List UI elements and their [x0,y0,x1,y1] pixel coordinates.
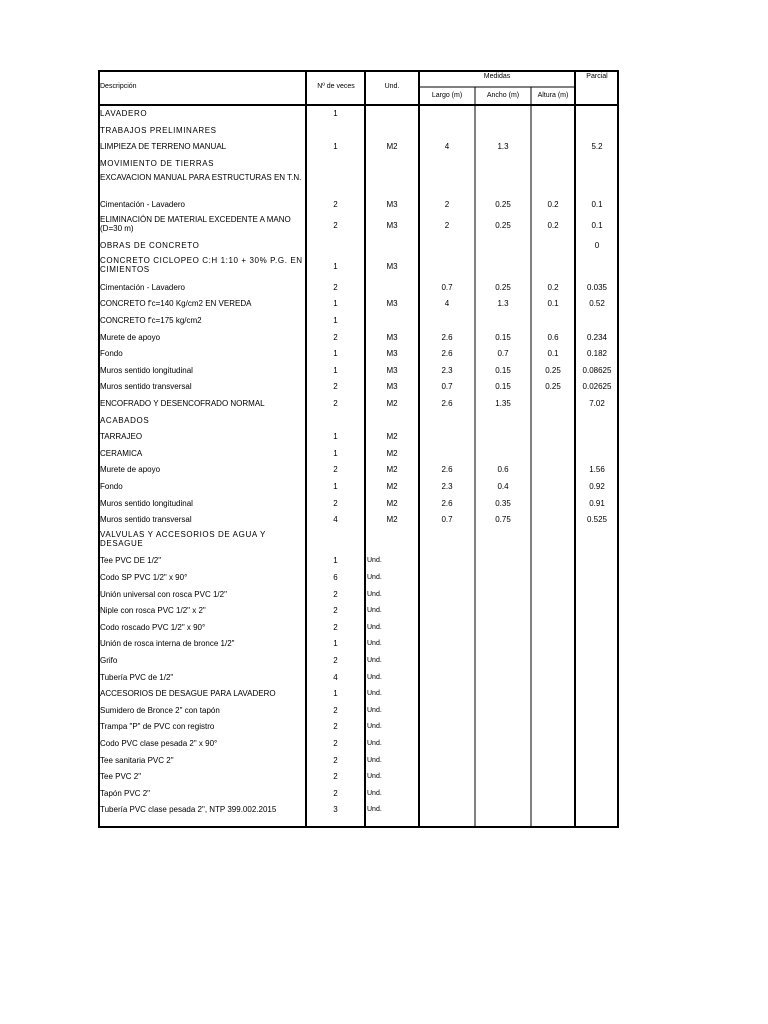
row-15-descripcion: Muros sentido transversal [100,382,192,392]
header-altura: Altura (m) [537,92,569,99]
row-28-veces: 2 [333,606,338,616]
header-ancho: Ancho (m) [486,92,520,99]
row-14-altura: 0.25 [545,365,561,375]
row-22-und: M2 [386,498,398,508]
row-10-ancho: 1.3 [497,299,509,309]
row-34-descripcion: Sumidero de Bronce 2" con tapón [100,705,220,715]
row-29-und: Und. [367,623,382,631]
row-13-veces: 1 [333,349,338,359]
row-9-veces: 2 [333,282,338,292]
row-36-descripcion: Codo PVC clase pesada 2" x 90° [100,739,218,748]
row-26-und: Und. [367,574,382,581]
row-15-ancho: 0.15 [495,382,511,392]
row-9-parcial: 0.035 [586,282,608,292]
row-16-descripcion: ENCOFRADO Y DESENCOFRADO NORMAL [100,398,265,408]
row-12-altura: 0.6 [547,332,559,342]
row-21-descripcion: Fondo [100,481,123,491]
row-33-veces: 1 [333,689,338,699]
row-23-parcial: 0.525 [586,515,608,525]
row-31-und: Und. [367,657,382,664]
row-39-descripcion: Tapón PVC 2" [100,788,150,798]
row-15-altura: 0.25 [545,382,561,392]
row-5-ancho: 0.25 [495,200,511,210]
row-26-descripcion: Codo SP PVC 1/2" x 90° [100,573,188,582]
row-19-veces: 1 [333,448,338,458]
row-14-parcial: 0.08625 [582,365,612,375]
row-20-und: M2 [386,465,398,475]
row-10-descripcion: CONCRETO f'c=140 Kg/cm2 EN VEREDA [100,299,252,309]
row-34-veces: 2 [333,705,338,715]
row-27-descripcion: Unión universal con rosca PVC 1/2" [100,589,227,599]
row-39-und: Und. [367,789,382,797]
row-9-altura: 0.2 [547,282,559,292]
row-14-largo: 2.3 [441,365,453,375]
row-20-largo: 2.6 [441,465,453,475]
row-5-parcial: 0.1 [591,200,603,210]
row-36-veces: 2 [333,739,338,748]
row-4-descripcion: EXCAVACION MANUAL PARA ESTRUCTURAS EN T.N. [100,173,302,183]
row-21-und: M2 [386,481,398,491]
row-20-descripcion: Murete de apoyo [100,465,161,475]
row-31-veces: 2 [333,656,338,665]
row-35-descripcion: Trampa "P" de PVC con registro [100,722,215,732]
row-29-descripcion: Codo roscado PVC 1/2" x 90° [100,622,206,632]
row-18-und: M2 [386,432,398,442]
row-39-veces: 2 [333,788,338,798]
row-15-und: M3 [386,382,398,392]
row-10-und: M3 [386,299,398,309]
row-13-und: M3 [386,349,398,359]
header-und: Und. [384,83,400,90]
header-n-veces: Nº de veces [317,83,355,90]
row-8-descripcion: CONCRETO CICLOPEO C:H 1:10 + 30% P.G. EN CIMIENTOS [100,256,303,274]
row-11-descripcion: CONCRETO f'c=175 kg/cm2 [100,315,202,325]
row-20-veces: 2 [333,465,338,475]
row-16-ancho: 1.35 [495,398,511,408]
row-16-largo: 2.6 [441,398,453,408]
row-23-veces: 4 [333,515,338,525]
row-6-largo: 2 [444,220,450,230]
row-20-ancho: 0.6 [497,465,509,475]
row-11-veces: 1 [333,315,338,325]
row-0-veces: 1 [333,109,338,118]
row-12-ancho: 0.15 [495,332,511,342]
row-35-und: Und. [367,723,382,731]
row-12-veces: 2 [333,332,338,342]
row-13-largo: 2.6 [441,349,453,359]
row-1-descripcion: TRABAJOS PRELIMINARES [100,125,217,135]
row-5-largo: 2 [444,200,450,210]
row-17-descripcion: ACABADOS [100,415,150,425]
row-38-und: Und. [367,773,382,781]
row-40-und: Und. [367,806,382,814]
row-6-descripcion: ELIMINACIÓN DE MATERIAL EXCEDENTE A MANO (D=30 m) [100,214,291,233]
row-5-veces: 2 [333,200,338,210]
row-15-veces: 2 [333,382,338,392]
row-2-descripcion: LIMPIEZA DE TERRENO MANUAL [100,142,227,152]
row-40-descripcion: Tubería PVC clase pesada 2", NTP 399.002.2015 [100,805,277,815]
row-25-descripcion: Tee PVC DE 1/2" [100,556,162,566]
row-27-und: Und. [367,590,382,598]
row-27-veces: 2 [333,589,338,599]
row-5-und: M3 [386,200,398,210]
row-33-descripcion: ACCESORIOS DE DESAGUE PARA LAVADERO [100,689,276,699]
row-10-altura: 0.1 [547,299,559,309]
row-21-veces: 1 [333,481,338,491]
row-21-largo: 2.3 [441,481,453,491]
row-24-descripcion: VALVULAS Y ACCESORIOS DE AGUA Y DESAGUE [100,529,266,548]
row-38-descripcion: Tee PVC 2" [100,772,142,782]
row-14-ancho: 0.15 [495,365,511,375]
row-7-parcial: 0 [594,241,600,251]
row-37-veces: 2 [333,755,338,765]
row-6-parcial: 0.1 [591,220,603,230]
row-12-parcial: 0.234 [586,332,608,342]
row-28-descripcion: Niple con rosca PVC 1/2" x 2" [100,606,206,616]
row-8-veces: 1 [333,262,338,271]
row-37-und: Und. [367,756,382,764]
row-10-largo: 4 [444,299,450,309]
row-30-veces: 1 [333,639,338,649]
row-19-und: M2 [386,448,398,458]
row-35-veces: 2 [333,722,338,732]
row-22-largo: 2.6 [441,498,453,508]
row-29-veces: 2 [333,622,338,632]
row-16-parcial: 7.02 [589,398,605,408]
row-32-veces: 4 [333,672,338,682]
row-13-altura: 0.1 [547,349,559,359]
row-28-und: Und. [367,607,382,615]
row-12-descripcion: Murete de apoyo [100,332,161,342]
row-10-parcial: 0.52 [589,299,605,309]
row-2-veces: 1 [333,142,338,152]
row-9-descripcion: Cimentación - Lavadero [100,282,185,292]
row-15-parcial: 0.02625 [582,382,612,392]
row-6-altura: 0.2 [547,220,559,230]
row-21-parcial: 0.92 [589,481,605,491]
row-23-ancho: 0.75 [495,515,511,525]
row-33-und: Und. [367,690,382,698]
row-2-und: M2 [386,142,398,152]
header-descripcion: Descripción [100,83,137,90]
row-38-veces: 2 [333,772,338,782]
row-13-ancho: 0.7 [497,349,509,359]
row-0-descripcion: LAVADERO [100,109,148,118]
row-25-und: Und. [367,557,382,565]
row-13-parcial: 0.182 [586,349,608,359]
row-22-veces: 2 [333,498,338,508]
row-6-und: M3 [386,220,398,230]
row-14-descripcion: Muros sentido longitudinal [100,365,193,375]
row-30-descripcion: Unión de rosca interna de bronce 1/2" [100,639,235,649]
row-18-descripcion: TARRAJEO [100,432,143,442]
row-37-descripcion: Tee sanitaria PVC 2" [100,755,174,765]
row-30-und: Und. [367,640,382,648]
metrado-table [98,70,619,828]
header-largo: Largo (m) [431,92,463,99]
row-22-ancho: 0.35 [495,498,511,508]
row-12-largo: 2.6 [441,332,453,342]
row-23-descripcion: Muros sentido transversal [100,515,192,525]
row-21-ancho: 0.4 [497,481,509,491]
row-5-descripcion: Cimentación - Lavadero [100,200,185,210]
row-2-ancho: 1.3 [497,142,509,152]
row-14-veces: 1 [333,365,338,375]
row-9-ancho: 0.25 [495,282,511,292]
row-3-descripcion: MOVIMIENTO DE TIERRAS [100,158,215,168]
row-40-veces: 3 [333,805,338,815]
row-26-veces: 6 [333,573,338,582]
row-23-und: M2 [386,515,398,525]
row-5-altura: 0.2 [547,200,559,210]
row-22-descripcion: Muros sentido longitudinal [100,498,193,508]
row-9-largo: 0.7 [441,282,453,292]
row-18-veces: 1 [333,432,338,442]
header-parcial: Parcial [586,73,608,80]
row-36-und: Und. [367,740,382,747]
row-8-und: M3 [386,262,398,271]
row-31-descripcion: Grifo [100,656,118,665]
row-32-descripcion: Tubería PVC de 1/2" [100,672,174,682]
row-19-descripcion: CERAMICA [100,448,143,458]
row-16-und: M2 [386,398,398,408]
row-25-veces: 1 [333,556,338,566]
row-22-parcial: 0.91 [589,498,605,508]
row-2-largo: 4 [444,142,450,152]
row-32-und: Und. [367,673,382,681]
row-23-largo: 0.7 [441,515,453,525]
header-medidas: Medidas [483,73,511,80]
row-6-ancho: 0.25 [495,220,511,230]
row-14-und: M3 [386,365,398,375]
row-34-und: Und. [367,706,382,714]
row-6-veces: 2 [333,220,338,230]
row-15-largo: 0.7 [441,382,453,392]
row-12-und: M3 [386,332,398,342]
row-16-veces: 2 [333,398,338,408]
row-2-parcial: 5.2 [591,142,603,152]
row-20-parcial: 1.56 [589,465,605,475]
row-7-descripcion: OBRAS DE CONCRETO [100,241,200,251]
row-13-descripcion: Fondo [100,349,123,359]
row-10-veces: 1 [333,299,338,309]
